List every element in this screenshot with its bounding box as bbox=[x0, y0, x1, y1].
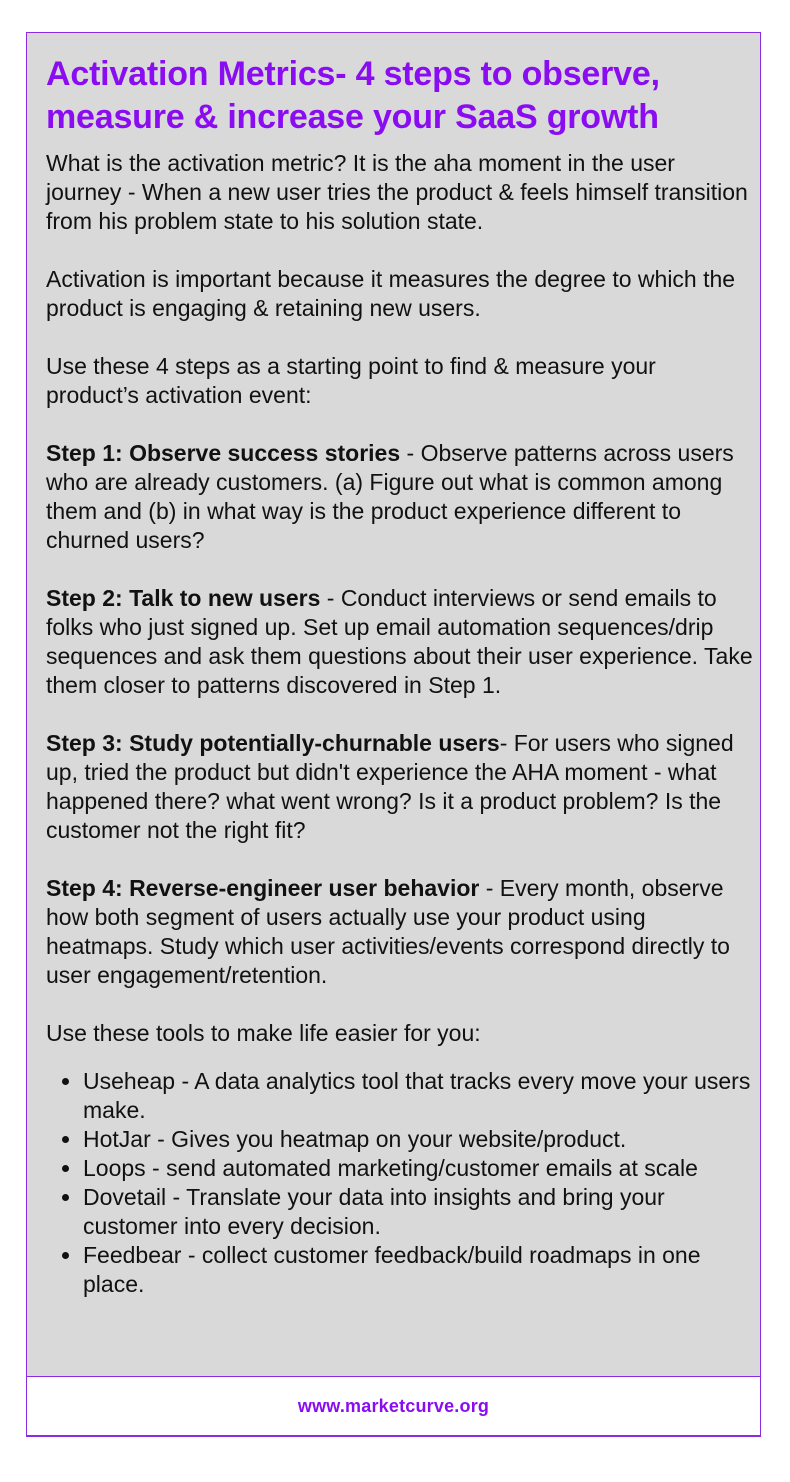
step-1-title: Step 1: Observe success stories bbox=[46, 440, 401, 466]
step-3-body: - For users who signed up, tried the product but didn't experience the AHA moment - what happened there? what went wrong? Is it a product problem? Is the customer not the right fit? bbox=[46, 730, 734, 843]
step-4 bbox=[46, 874, 754, 990]
step-4-body: - Every month, observe how both segment of users actually use your product using heatmaps. Study which user activities/events correspond directly to user engagement/retention. bbox=[46, 875, 730, 988]
intro-paragraph-2: Activation is important because it measures the degree to which the product is engaging & retaining new users. bbox=[46, 266, 736, 321]
tool-item-dovetail: • Dovetail - Translate your data into insights and bring your customer into every decision. bbox=[83, 1183, 754, 1241]
website-link[interactable]: www.marketcurve.org bbox=[297, 1395, 490, 1416]
step-2 bbox=[46, 584, 754, 700]
tool-item-feedbear: • Feedbear - collect customer feedback/build roadmaps in one place. bbox=[83, 1241, 754, 1299]
tools-intro: Use these tools to make life easier for you: bbox=[46, 1020, 481, 1046]
tools-list bbox=[46, 1067, 754, 1299]
step-1-body: - Observe patterns across users who are already customers. (a) Figure out what is common among them and (b) in what way is the product experience different to churned users? bbox=[46, 440, 734, 553]
page-title: Activation Metrics- 4 steps to observe, measure & increase your SaaS growth bbox=[46, 55, 660, 136]
footer-bar bbox=[27, 1376, 760, 1436]
tool-item-loops: • Loops - send automated marketing/customer emails at scale bbox=[83, 1154, 754, 1183]
step-3 bbox=[46, 729, 754, 845]
card-content bbox=[27, 33, 760, 1376]
intro-paragraph-1: What is the activation metric? It is the aha moment in the user journey - When a new user tries the product & feels himself transition from his problem state to his solution state. bbox=[46, 150, 748, 234]
content-card bbox=[26, 32, 761, 1437]
tool-item-hotjar: • HotJar - Gives you heatmap on your website/product. bbox=[83, 1125, 754, 1154]
tool-item-useheap: • Useheap - A data analytics tool that tracks every move your users make. bbox=[83, 1067, 754, 1125]
intro-paragraph-3: Use these 4 steps as a starting point to find & measure your product’s activation event: bbox=[46, 353, 656, 408]
step-2-title: Step 2: Talk to new users bbox=[46, 585, 321, 611]
step-4-title: Step 4: Reverse-engineer user behavior bbox=[46, 875, 480, 901]
step-2-body: - Conduct interviews or send emails to folks who just signed up. Set up email automation sequences/drip sequences and ask them questions about their user experience. Take them closer to patterns discovered in Step 1. bbox=[46, 585, 753, 698]
step-3-title: Step 3: Study potentially-churnable users bbox=[46, 730, 500, 756]
step-1 bbox=[46, 439, 754, 555]
